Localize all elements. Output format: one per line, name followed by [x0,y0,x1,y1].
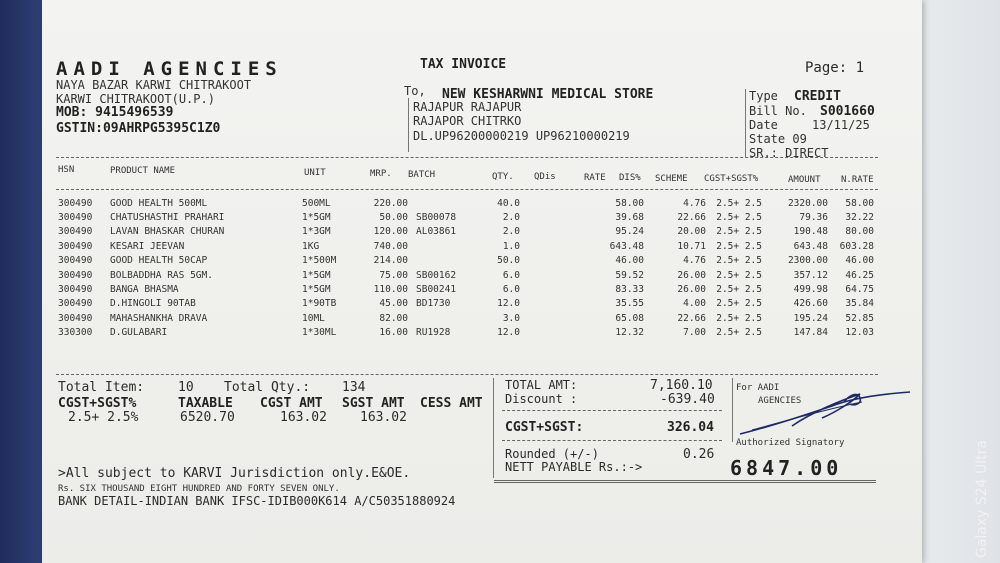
cell-nrate: 46.00 [845,255,874,267]
cell-qty: 6.0 [502,269,520,281]
cell-dis: 26.00 [677,269,706,281]
sales-rep: SR.: DIRECT [749,146,829,160]
cell-unit: 1KG [302,240,320,252]
cell-batch: SB00162 [416,269,457,281]
cell-amount: 426.60 [793,298,828,310]
company-name: AADI AGENCIES [56,58,283,80]
tax-header-gst: CGST+SGST% [58,396,137,411]
cell-unit: 1*3GM [302,226,331,238]
cell-nrate: 12.03 [845,327,874,339]
camera-watermark: Galaxy S24 Ultra [974,440,990,559]
cell-name: D.GULABARI [110,327,168,339]
cell-mrp: 16.00 [379,327,408,339]
col-qdis: QDis [534,172,556,182]
cell-mrp: 120.00 [373,226,408,238]
cell-batch: AL03861 [416,226,457,238]
net-payable-value: 6847.00 [730,456,843,480]
cell-nrate: 64.75 [845,284,874,296]
tax-value-sgst: 163.02 [360,410,407,425]
cell-qdis [520,311,602,325]
cell-hsn: 300490 [58,197,93,209]
cell-qty: 1.0 [502,240,520,252]
col-qty: QTY. [492,172,514,182]
total-qty-value: 134 [342,380,366,395]
cell-unit: 1*5GM [302,212,331,224]
cell-dis: 22.66 [677,312,706,324]
cell-unit: 1*30ML [302,327,337,339]
cell-qty: 50.0 [497,255,520,267]
cell-gst: 2.5+ 2.5 [716,197,762,209]
cell-hsn: 300490 [58,298,93,310]
cell-dis: 4.00 [683,298,706,310]
col-product: PRODUCT NAME [110,166,176,176]
customer-line-1: RAJAPUR RAJAPUR [413,100,522,114]
cell-dis: 20.00 [677,226,706,238]
cell-gst: 2.5+ 2.5 [716,298,762,310]
cell-mrp: 75.00 [379,269,408,281]
authorized-signatory: Authorized Signatory [736,438,845,448]
cell-mrp: 50.00 [379,212,408,224]
cgst-sgst-value: 326.04 [667,420,714,435]
cell-name: CHATUSHASTHI PRAHARI [110,212,225,224]
jurisdiction-note: >All subject to KARVI Jurisdiction only.E&OE. [58,466,411,481]
cell-batch [408,196,470,210]
col-nrate: N.RATE [841,175,874,185]
cell-unit: 10ML [302,312,325,324]
cell-nrate: 35.84 [845,298,874,310]
total-item-label: Total Item: [58,380,145,395]
cell-hsn: 300490 [58,240,93,252]
cell-mrp: 740.00 [373,240,408,252]
cell-qty: 3.0 [502,312,520,324]
cell-gst: 2.5+ 2.5 [716,255,762,267]
net-payable-label: NETT PAYABLE Rs.:-> [505,460,643,474]
cell-batch: SB00078 [416,212,457,224]
cell-batch [408,239,470,253]
cell-gst: 2.5+ 2.5 [716,269,762,281]
customer-to-prefix: To, [404,84,426,98]
cell-gst: 2.5+ 2.5 [716,226,762,238]
cell-mrp: 220.00 [373,197,408,209]
totals-bottom-rule [494,480,876,483]
col-mrp: MRP. [370,169,392,179]
cell-unit: 500ML [302,197,331,209]
cell-hsn: 300490 [58,226,93,238]
tax-header-cgst: CGST AMT [260,396,323,411]
cell-qdis [520,326,602,340]
cell-qdis [520,297,602,311]
cell-qty: 6.0 [502,284,520,296]
cell-qdis [520,268,602,282]
signature-mark [732,382,918,442]
date-label: Date [749,118,778,132]
cell-nrate: 52.85 [845,312,874,324]
cell-rate: 95.24 [615,226,644,238]
cell-batch: SB00241 [416,284,457,296]
cell-qty: 2.0 [502,226,520,238]
signatory-for-label: For AADI [736,383,780,393]
discount-label: Discount : [505,392,578,406]
cell-dis: 4.76 [683,255,706,267]
bill-number: S001660 [820,104,875,119]
cell-batch: BD1730 [416,298,451,310]
total-amt-label: TOTAL AMT: [505,378,578,392]
cell-qty: 2.0 [502,212,520,224]
cell-nrate: 80.00 [845,226,874,238]
cell-mrp: 82.00 [379,312,408,324]
table-row [58,210,874,224]
customer-divider [408,98,409,152]
company-address-1: NAYA BAZAR KARWI CHITRAKOOT [56,78,252,92]
summary-top-rule [56,374,878,375]
customer-name: NEW KESHARWNI MEDICAL STORE [442,87,654,102]
col-gst: CGST+SGST% [704,174,759,184]
cell-hsn: 300490 [58,255,93,267]
items-body [58,196,874,340]
totals-rule-2 [502,440,722,441]
table-header-rule [56,189,878,190]
cell-amount: 190.48 [793,226,828,238]
col-batch: BATCH [408,170,436,180]
cell-dis: 4.76 [683,197,706,209]
cell-qdis [520,225,602,239]
invoice-paper [42,0,922,563]
tax-header-sgst: SGST AMT [342,396,405,411]
cell-qdis [520,196,602,210]
amount-in-words: Rs. SIX THOUSAND EIGHT HUNDRED AND FORTY SEVEN ONLY. [58,484,340,494]
cell-batch [408,311,470,325]
cell-qdis [520,254,602,268]
company-address-2: KARWI CHITRAKOOT(U.P.) [56,92,215,106]
cell-amount: 499.98 [793,284,828,296]
company-gstin: GSTIN:09AHRPG5395C1Z0 [56,121,221,136]
table-row [58,326,874,340]
bank-detail: BANK DETAIL-INDIAN BANK IFSC-IDIB000K614 A/C50351880924 [58,494,456,508]
cell-unit: 1*5GM [302,269,331,281]
tax-value-cgst: 163.02 [280,410,327,425]
table-row [58,254,874,268]
meta-divider [745,89,746,157]
type-value: CREDIT [794,89,841,104]
table-top-rule [56,157,878,158]
cell-gst: 2.5+ 2.5 [716,240,762,252]
type-label: Type [749,89,778,103]
cell-name: D.HINGOLI 90TAB [110,298,196,310]
cell-hsn: 300490 [58,312,93,324]
table-row [58,311,874,325]
cell-gst: 2.5+ 2.5 [716,327,762,339]
cell-name: GOOD HEALTH 500ML [110,197,208,209]
cell-amount: 147.84 [793,327,828,339]
cell-rate: 35.55 [615,298,644,310]
cell-unit: 1*500M [302,255,337,267]
cell-dis: 26.00 [677,284,706,296]
col-dis: DIS% [619,173,641,183]
cell-hsn: 330300 [58,327,93,339]
cell-gst: 2.5+ 2.5 [716,284,762,296]
cell-name: LAVAN BHASKAR CHURAN [110,226,225,238]
discount-value: -639.40 [660,392,715,407]
cell-amount: 79.36 [799,212,828,224]
total-amt-value: 7,160.10 [650,378,713,393]
cell-amount: 357.12 [793,269,828,281]
col-scheme: SCHEME [655,174,688,184]
cell-qdis [520,210,602,224]
cell-name: MAHASHANKHA DRAVA [110,312,208,324]
customer-line-2: RAJAPOR CHITRKO [413,114,522,128]
cell-rate: 39.68 [615,212,644,224]
col-amount: AMOUNT [788,175,821,185]
cell-amount: 2320.00 [787,197,828,209]
customer-dl: DL.UP96200000219 UP96210000219 [413,129,630,143]
cell-nrate: 58.00 [845,197,874,209]
state: State 09 [749,132,807,146]
cell-qty: 40.0 [497,197,520,209]
cell-name: GOOD HEALTH 50CAP [110,255,208,267]
table-row [58,268,874,282]
cell-qdis [520,282,602,296]
cell-nrate: 46.25 [845,269,874,281]
cell-dis: 22.66 [677,212,706,224]
cell-name: BANGA BHASMA [110,284,179,296]
cell-gst: 2.5+ 2.5 [716,312,762,324]
cell-rate: 58.00 [615,197,644,209]
page-number: Page: 1 [805,60,865,76]
items-table [58,196,874,340]
tax-value-taxable: 6520.70 [180,410,235,425]
signatory-company: AGENCIES [758,396,802,406]
cell-rate: 83.33 [615,284,644,296]
cell-qty: 12.0 [497,327,520,339]
cell-dis: 7.00 [683,327,706,339]
table-row [58,282,874,296]
cell-unit: 1*90TB [302,298,337,310]
tax-header-taxable: TAXABLE [178,396,233,411]
cell-qdis [520,239,602,253]
cell-qty: 12.0 [497,298,520,310]
cell-amount: 195.24 [793,312,828,324]
tax-header-cess: CESS AMT [420,396,483,411]
cell-rate: 65.08 [615,312,644,324]
col-rate: RATE [584,173,606,183]
cell-mrp: 110.00 [373,284,408,296]
cell-rate: 643.48 [609,240,644,252]
cgst-sgst-label: CGST+SGST: [505,420,584,435]
col-unit: UNIT [304,168,326,178]
table-row [58,196,874,210]
rounded-label: Rounded (+/-) [505,447,599,461]
cell-dis: 10.71 [677,240,706,252]
total-qty-label: Total Qty.: [224,380,311,395]
cell-amount: 2300.00 [787,255,828,267]
cell-nrate: 32.22 [845,212,874,224]
cell-name: KESARI JEEVAN [110,240,185,252]
cell-mrp: 214.00 [373,255,408,267]
cell-amount: 643.48 [793,240,828,252]
totals-rule-1 [502,410,722,411]
cell-rate: 59.52 [615,269,644,281]
company-mobile: MOB: 9415496539 [56,105,174,120]
cell-unit: 1*5GM [302,284,331,296]
total-item-value: 10 [178,380,194,395]
cell-batch [408,254,470,268]
table-row [58,239,874,253]
cell-rate: 46.00 [615,255,644,267]
cell-nrate: 603.28 [839,240,874,252]
table-row [58,297,874,311]
cell-hsn: 300490 [58,212,93,224]
table-row [58,225,874,239]
cell-hsn: 300490 [58,284,93,296]
cell-hsn: 300490 [58,269,93,281]
cell-mrp: 45.00 [379,298,408,310]
cell-batch: RU1928 [416,327,451,339]
tax-value-gst: 2.5+ 2.5% [68,410,139,425]
doc-title: TAX INVOICE [420,57,507,72]
totals-divider [493,378,494,478]
rounded-value: 0.26 [683,447,715,462]
cell-rate: 12.32 [615,327,644,339]
col-hsn: HSN [58,165,75,175]
date-value: 13/11/25 [812,118,870,132]
bill-label: Bill No. [749,104,807,118]
cell-name: BOLBADDHA RAS 5GM. [110,269,213,281]
cell-gst: 2.5+ 2.5 [716,212,762,224]
